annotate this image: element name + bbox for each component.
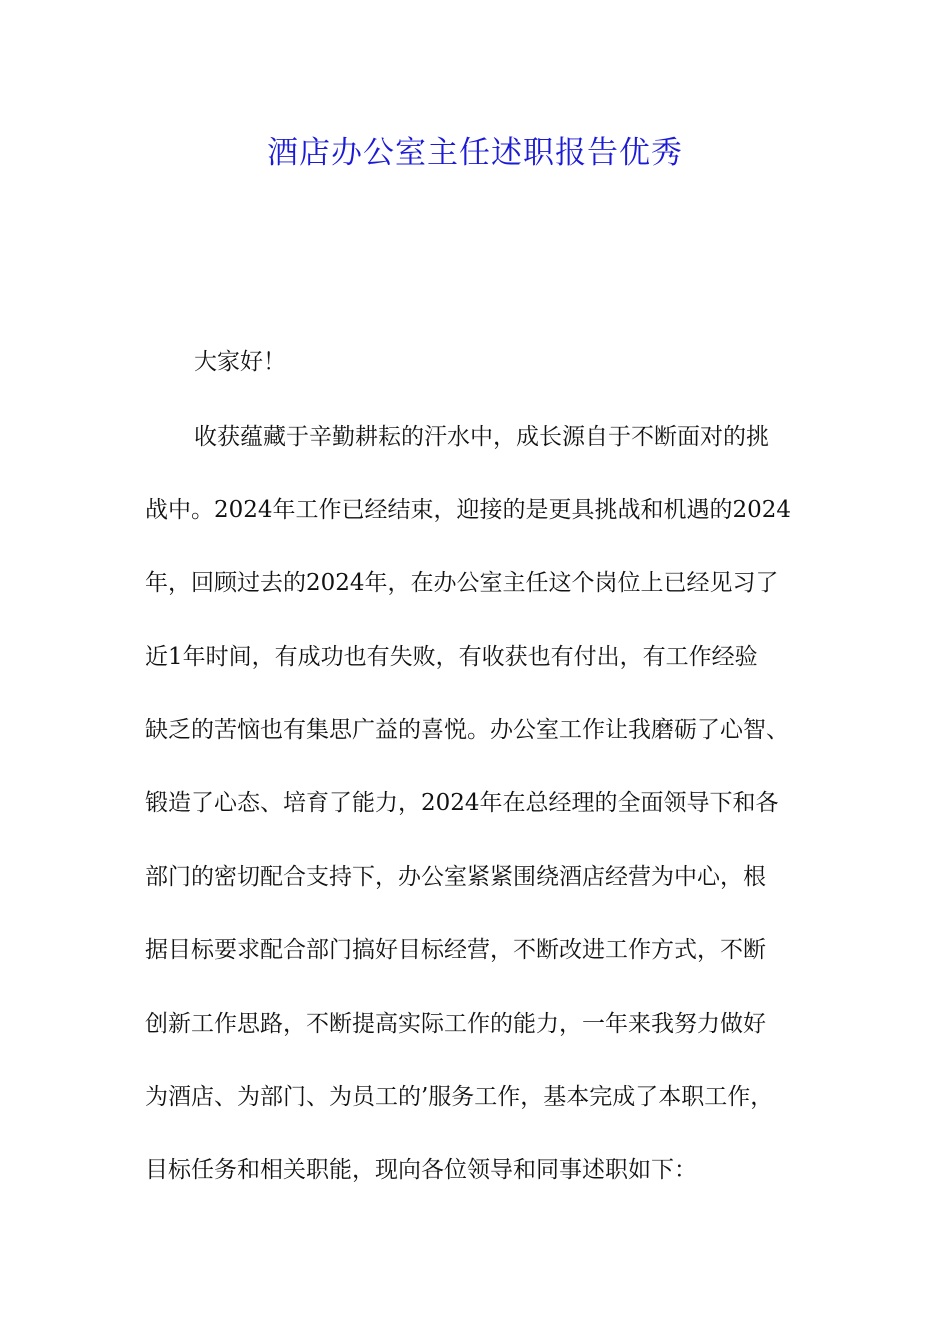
paragraph-line: 为酒店、为部门、为员工的’服务工作，基本完成了本职工作，	[145, 1084, 774, 1110]
document-title: 酒店办公室主任述职报告优秀	[267, 135, 683, 171]
paragraph-line: 战中。2024年工作已经结束，迎接的是更具挑战和机遇的2024	[145, 497, 792, 523]
paragraph-line: 部门的密切配合支持下，办公室紧紧围绕酒店经营为中心，根	[145, 864, 766, 890]
paragraph-line: 锻造了心态、培育了能力，2024年在总经理的全面领导下和各	[145, 790, 779, 816]
paragraph-line: 收获蕴藏于辛勤耕耘的汗水中，成长源自于不断面对的挑	[194, 424, 769, 450]
paragraph-line: 年，回顾过去的2024年，在办公室主任这个岗位上已经见习了	[145, 570, 779, 596]
paragraph-line: 创新工作思路，不断提高实际工作的能力，一年来我努力做好	[145, 1011, 766, 1037]
paragraph-line: 目标任务和相关职能，现向各位领导和同事述职如下：	[145, 1157, 697, 1183]
paragraph-line: 缺乏的苦恼也有集思广益的喜悦。办公室工作让我磨砺了心智、	[145, 717, 789, 743]
paragraph-line: 据目标要求配合部门搞好目标经营，不断改进工作方式，不断	[145, 937, 766, 963]
paragraph-line: 近1年时间，有成功也有失败，有收获也有付出，有工作经验	[145, 644, 758, 670]
greeting-text: 大家好！	[194, 349, 286, 375]
